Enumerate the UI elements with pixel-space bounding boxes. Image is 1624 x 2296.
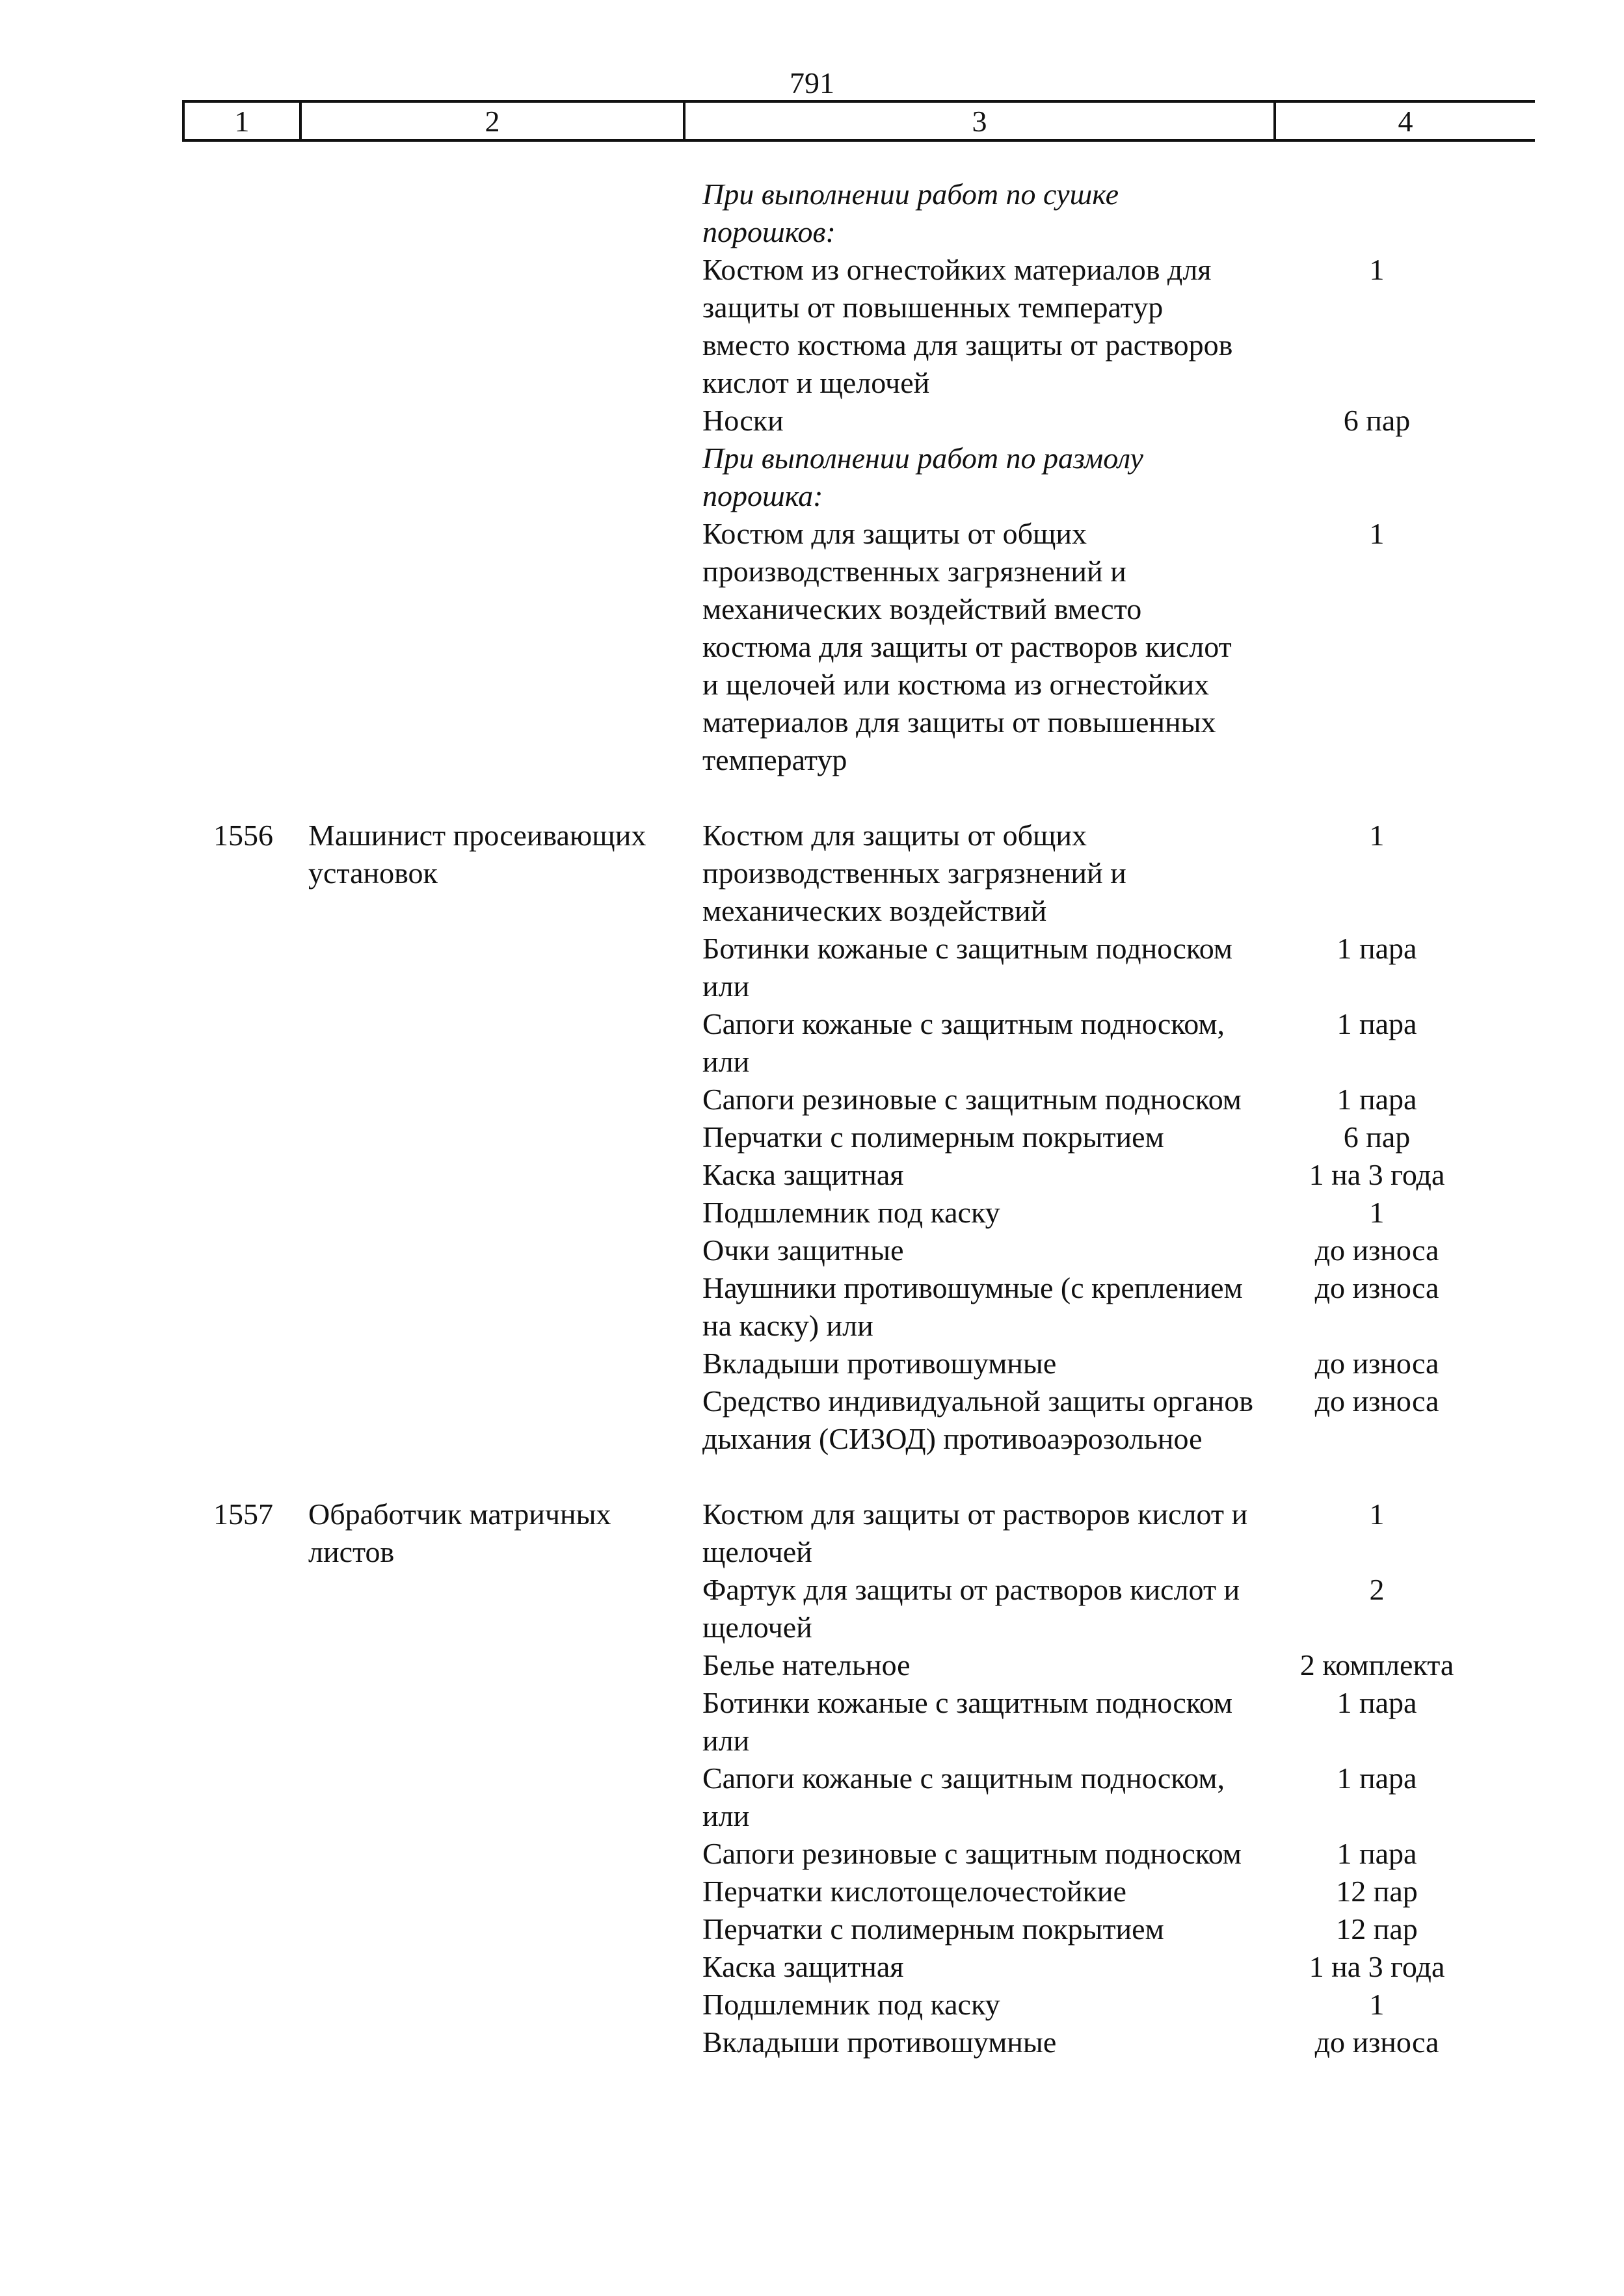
item-row: [683, 930, 1535, 1005]
item-norm: 1 пара: [1337, 1686, 1417, 1719]
item-name: Сапоги кожаные с защитным подноском, или: [702, 1762, 1225, 1832]
table-entry: [182, 817, 1535, 1458]
item-norm: до износа: [1314, 1234, 1439, 1267]
item-norm: 1 на 3 года: [1309, 1158, 1445, 1191]
item-row: [683, 1986, 1535, 2024]
item-norm: 12 пар: [1336, 1875, 1418, 1908]
item-row: [683, 1269, 1535, 1345]
item-norm: 1: [1369, 1498, 1385, 1531]
item-row: [683, 1571, 1535, 1646]
item-row: [683, 1873, 1535, 1910]
item-norm: 2 комплекта: [1299, 1648, 1454, 1682]
item-norm: 12 пар: [1336, 1912, 1418, 1946]
item-row: [683, 1156, 1535, 1194]
item-name: Костюм для защиты от растворов кислот и щелочей: [702, 1498, 1248, 1568]
item-name: Белье нательное: [702, 1648, 911, 1682]
item-name: Фартук для защиты от растворов кислот и щелочей: [702, 1573, 1240, 1644]
item-name: Вкладыши противошумные: [702, 2025, 1057, 2059]
item-norm: до износа: [1314, 2025, 1439, 2059]
table-body: [182, 176, 1535, 2061]
item-row: [683, 515, 1535, 779]
item-norm: 1 пара: [1337, 1083, 1417, 1116]
item-row: [683, 402, 1535, 440]
item-norm: 1 пара: [1337, 1762, 1417, 1795]
entry-items: [683, 817, 1535, 1458]
page-number: 791: [790, 66, 834, 99]
column-header-3: 3: [683, 103, 1273, 139]
item-name: Костюм для защиты от общих производственных загрязнений и механических воздействий: [702, 819, 1126, 927]
item-name: Каска защитная: [702, 1158, 904, 1191]
item-row: [683, 1910, 1535, 1948]
item-name: Сапоги резиновые с защитным подноском: [702, 1837, 1242, 1870]
column-header-1: 1: [182, 103, 299, 139]
table-entry: [182, 1496, 1535, 2061]
item-norm: 2: [1369, 1573, 1385, 1606]
item-row: [683, 1081, 1535, 1118]
item-row: [683, 817, 1535, 930]
item-row: [683, 1646, 1535, 1684]
item-norm: 1: [1369, 253, 1385, 286]
item-row: [683, 1194, 1535, 1232]
item-name: Подшлемник под каску: [702, 1988, 1000, 2021]
item-name: Ботинки кожаные с защитным подноском или: [702, 932, 1233, 1003]
item-name: Подшлемник под каску: [702, 1196, 1000, 1229]
item-row: [683, 1345, 1535, 1382]
table-header: [182, 100, 1535, 142]
item-name: Вкладыши противошумные: [702, 1347, 1057, 1380]
table-entry: [182, 176, 1535, 779]
item-norm: 1: [1369, 819, 1385, 852]
item-norm: до износа: [1314, 1271, 1439, 1304]
item-norm: 1 пара: [1337, 932, 1417, 965]
note-row: [683, 440, 1535, 515]
item-name: Костюм для защиты от общих производственных загрязнений и механических воздействий вместо костюма для защиты от растворов кислот и щелочей или костюма из огнестойких материалов для защиты от повышенных температур: [702, 517, 1232, 776]
item-name: Наушники противошумные (с креплением на каску) или: [702, 1271, 1243, 1342]
item-row: [683, 1760, 1535, 1835]
item-name: Перчатки с полимерным покрытием: [702, 1912, 1164, 1946]
entry-title: [182, 176, 683, 779]
item-norm: до износа: [1314, 1347, 1439, 1380]
entry-items: [683, 176, 1535, 779]
item-name: Сапоги кожаные с защитным подноском, или: [702, 1007, 1225, 1078]
item-row: [683, 1232, 1535, 1269]
item-name: Перчатки с полимерным покрытием: [702, 1120, 1164, 1154]
item-norm: 6 пар: [1343, 1120, 1411, 1154]
entry-number: 1556: [213, 819, 273, 852]
item-row: [683, 1118, 1535, 1156]
item-row: [683, 1835, 1535, 1873]
entry-title: Машинист просеивающих установок: [308, 819, 646, 890]
column-header-2: 2: [299, 103, 683, 139]
item-name: Очки защитные: [702, 1234, 904, 1267]
item-name: Сапоги резиновые с защитным подноском: [702, 1083, 1242, 1116]
item-name: Ботинки кожаные с защитным подноском или: [702, 1686, 1233, 1757]
note-text: При выполнении работ по размолу порошка:: [702, 442, 1143, 512]
entry-items: [683, 1496, 1535, 2061]
item-name: Перчатки кислотощелочестойкие: [702, 1875, 1126, 1908]
entry-title: Обработчик матричных листов: [308, 1498, 611, 1568]
item-row: [683, 1382, 1535, 1458]
item-norm: до износа: [1314, 1384, 1439, 1418]
item-norm: 1 пара: [1337, 1007, 1417, 1040]
item-row: [683, 251, 1535, 402]
item-norm: 1 пара: [1337, 1837, 1417, 1870]
item-row: [683, 1496, 1535, 1571]
item-name: Средство индивидуальной защиты органов дыхания (СИЗОД) противоаэрозольное: [702, 1384, 1253, 1455]
item-norm: 1: [1369, 517, 1385, 550]
item-name: Костюм из огнестойких материалов для защиты от повышенных температур вместо костюма для защиты от растворов кислот и щелочей: [702, 253, 1233, 399]
item-norm: 1: [1369, 1196, 1385, 1229]
entry-number: 1557: [213, 1498, 273, 1531]
item-row: [683, 1684, 1535, 1760]
item-norm: 6 пар: [1343, 404, 1411, 437]
column-header-4: 4: [1273, 103, 1535, 139]
note-text: При выполнении работ по сушке порошков:: [702, 178, 1119, 248]
item-norm: 1: [1369, 1988, 1385, 2021]
note-row: [683, 176, 1535, 251]
item-name: Каска защитная: [702, 1950, 904, 1983]
item-norm: 1 на 3 года: [1309, 1950, 1445, 1983]
item-row: [683, 1948, 1535, 1986]
item-row: [683, 1005, 1535, 1081]
item-name: Носки: [702, 404, 784, 437]
item-row: [683, 2024, 1535, 2061]
